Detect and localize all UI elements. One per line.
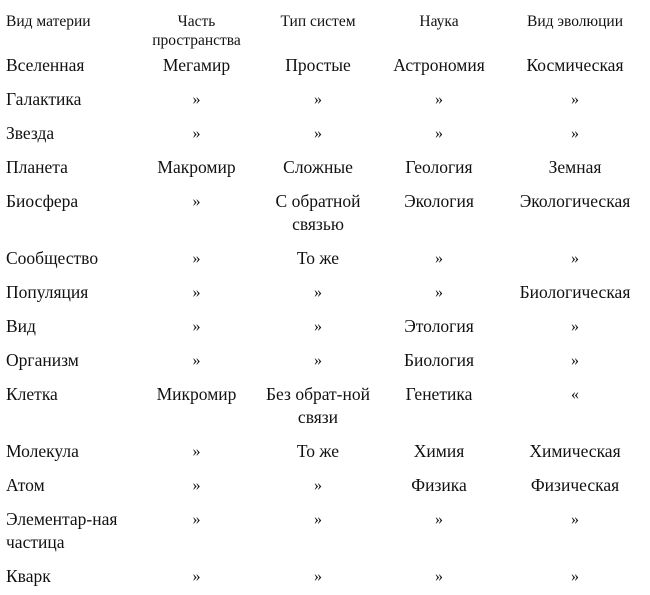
table-row (0, 186, 650, 243)
space-part-cell: Микромир (156, 384, 237, 404)
space-part-cell: » (192, 193, 201, 210)
table-row (0, 379, 650, 436)
header-row (0, 0, 650, 50)
evolution-type-cell: » (571, 352, 579, 369)
space-part-cell: » (192, 125, 201, 142)
science-cell: » (435, 91, 443, 108)
table-row (0, 243, 650, 277)
system-type-cell: С обратной связью (275, 191, 361, 234)
evolution-type-cell: » (571, 125, 579, 142)
header-system-type: Тип систем (280, 13, 356, 30)
matter-type-cell: Атом (6, 475, 45, 495)
table-row (0, 277, 650, 311)
science-cell: » (435, 284, 443, 301)
table-row (0, 561, 650, 595)
science-cell: Астрономия (393, 55, 485, 75)
evolution-type-cell: » (571, 318, 579, 335)
matter-type-cell: Кварк (6, 566, 51, 586)
matter-type-cell: Вселенная (6, 55, 85, 75)
header-matter-type: Вид материи (6, 13, 91, 30)
matter-type-cell: Сообщество (6, 248, 99, 268)
evolution-type-cell: Химическая (529, 441, 621, 461)
matter-type-cell: Планета (6, 157, 68, 177)
system-type-cell: » (314, 568, 322, 585)
table-row (0, 470, 650, 504)
table-row (0, 50, 650, 84)
table-row (0, 311, 650, 345)
table-row (0, 84, 650, 118)
science-cell: Химия (413, 441, 465, 461)
science-cell: Геология (405, 157, 473, 177)
system-type-cell: Простые (285, 55, 351, 75)
system-type-cell: Сложные (283, 157, 353, 177)
matter-type-cell: Звезда (6, 123, 55, 143)
system-type-cell: » (314, 318, 322, 335)
space-part-cell: Мегамир (162, 55, 231, 75)
evolution-type-cell: » (571, 568, 579, 585)
evolution-type-cell: Экологическая (519, 191, 631, 211)
science-cell: Генетика (405, 384, 473, 404)
evolution-type-cell: Земная (548, 157, 602, 177)
matter-type-cell: Молекула (6, 441, 79, 461)
matter-type-cell: Элементар-ная частица (6, 509, 118, 552)
matter-type-cell: Популяция (6, 282, 89, 302)
science-cell: Экология (404, 191, 474, 211)
space-part-cell: » (192, 511, 201, 528)
science-cell: Этология (404, 316, 474, 336)
evolution-type-cell: » (571, 511, 579, 528)
table-body (0, 50, 650, 595)
header-science: Наука (419, 13, 459, 30)
matter-type-cell: Организм (6, 350, 79, 370)
table-header (0, 0, 650, 50)
evolution-type-cell: Биологическая (519, 282, 631, 302)
space-part-cell: » (192, 443, 201, 460)
evolution-type-cell: Физическая (530, 475, 620, 495)
system-type-cell: То же (296, 441, 340, 461)
matter-type-cell: Вид (6, 316, 36, 336)
science-cell: » (435, 568, 443, 585)
system-type-cell: » (314, 125, 322, 142)
system-type-cell: Без обрат-ной связи (266, 384, 370, 427)
evolution-type-cell: » (571, 91, 579, 108)
table-row (0, 152, 650, 186)
science-cell: Биология (403, 350, 474, 370)
table-row (0, 436, 650, 470)
space-part-cell: Макромир (157, 157, 236, 177)
evolution-type-cell: Космическая (526, 55, 624, 75)
evolution-type-cell: » (571, 250, 579, 267)
system-type-cell: » (314, 284, 322, 301)
space-part-cell: » (192, 91, 201, 108)
science-cell: » (435, 250, 443, 267)
space-part-cell: » (192, 352, 201, 369)
system-type-cell: » (314, 477, 322, 494)
table-row (0, 118, 650, 152)
header-space-part: Часть пространства (152, 13, 241, 49)
header-evolution-type: Вид эволюции (526, 13, 623, 30)
space-part-cell: » (192, 568, 201, 585)
table-row (0, 504, 650, 561)
space-part-cell: » (192, 250, 201, 267)
space-part-cell: » (192, 318, 201, 335)
system-type-cell: » (314, 91, 322, 108)
system-type-cell: » (314, 511, 322, 528)
evolution-type-cell: « (571, 386, 579, 403)
space-part-cell: » (192, 477, 201, 494)
space-part-cell: » (192, 284, 201, 301)
science-cell: » (435, 125, 443, 142)
table-row (0, 345, 650, 379)
matter-type-cell: Биосфера (6, 191, 79, 211)
matter-type-cell: Галактика (6, 89, 82, 109)
system-type-cell: » (314, 352, 322, 369)
science-cell: » (435, 511, 443, 528)
matter-type-cell: Клетка (6, 384, 58, 404)
system-type-cell: То же (296, 248, 340, 268)
science-cell: Физика (411, 475, 467, 495)
